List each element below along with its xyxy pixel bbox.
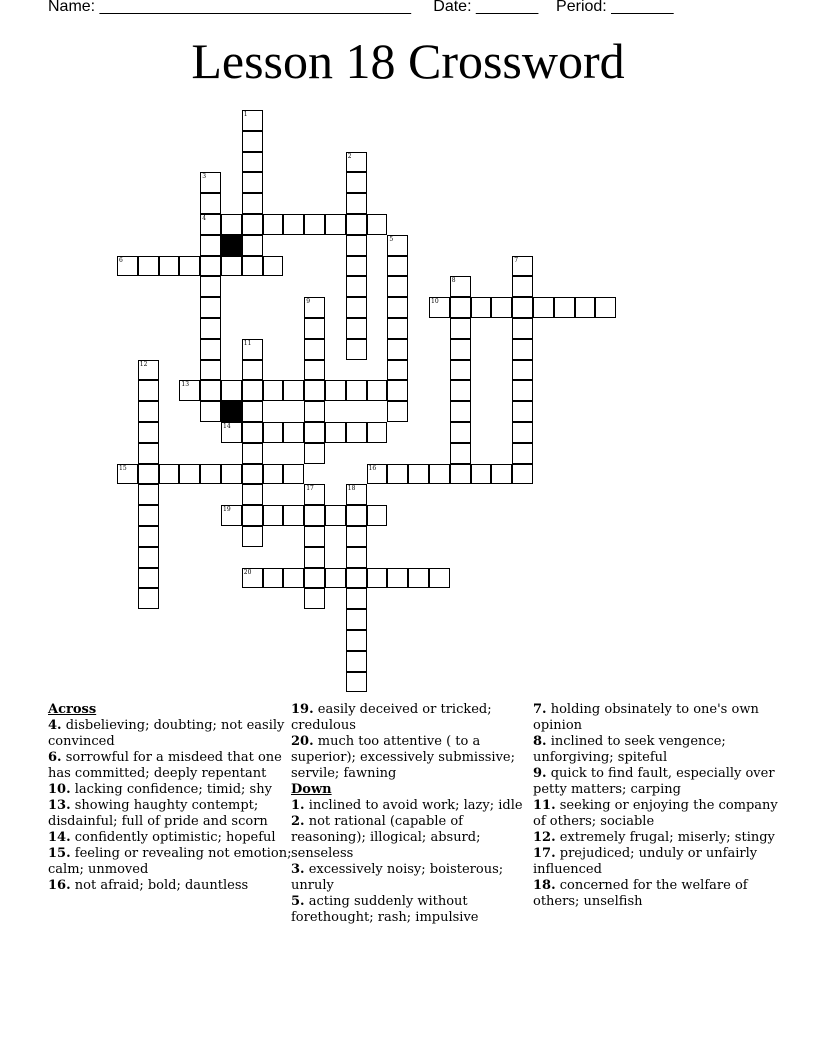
grid-cell[interactable] [304, 443, 325, 464]
grid-cell[interactable] [512, 401, 533, 422]
grid-cell[interactable] [304, 588, 325, 609]
clue-item [291, 814, 536, 862]
grid-cell[interactable] [138, 464, 159, 485]
grid-cell[interactable] [242, 526, 263, 547]
clue-text: sorrowful for a misdeed that one has committed; deeply repentant [48, 750, 282, 781]
grid-cell[interactable] [200, 214, 221, 235]
grid-cell[interactable] [138, 256, 159, 277]
clue-item [291, 894, 536, 926]
grid-cell[interactable] [263, 505, 284, 526]
clues-column-3 [533, 702, 778, 910]
cell-number: 14 [223, 423, 231, 430]
grid-cell[interactable] [346, 505, 367, 526]
grid-cell[interactable] [429, 297, 450, 318]
grid-cell[interactable] [346, 484, 367, 505]
grid-cell[interactable] [491, 297, 512, 318]
grid-cell[interactable] [242, 484, 263, 505]
clue-number: 13. [48, 798, 71, 813]
grid-cell[interactable] [263, 214, 284, 235]
grid-cell[interactable] [242, 401, 263, 422]
date-label: Date: [433, 0, 472, 15]
grid-cell[interactable] [117, 464, 138, 485]
grid-cell[interactable] [346, 609, 367, 630]
clue-number: 18. [533, 878, 556, 893]
clue-text: disbelieving; doubting; not easily convinced [48, 718, 285, 749]
grid-cell[interactable] [138, 422, 159, 443]
grid-cell[interactable] [346, 339, 367, 360]
grid-cell[interactable] [387, 276, 408, 297]
grid-cell[interactable] [346, 422, 367, 443]
grid-cell[interactable] [512, 380, 533, 401]
grid-cell[interactable] [512, 318, 533, 339]
grid-cell[interactable] [200, 172, 221, 193]
cell-number: 11 [243, 339, 252, 347]
cell-number: 7 [514, 256, 519, 264]
grid-cell[interactable] [283, 214, 304, 235]
grid-cell[interactable] [304, 422, 325, 443]
grid-cell[interactable] [242, 256, 263, 277]
grid-cell[interactable] [304, 360, 325, 381]
grid-cell[interactable] [283, 380, 304, 401]
grid-cell[interactable] [387, 297, 408, 318]
cell-number: 16 [368, 464, 377, 472]
grid-cell[interactable] [387, 568, 408, 589]
down-heading: Down [291, 782, 332, 797]
grid-cell[interactable] [242, 131, 263, 152]
grid-cell[interactable] [138, 588, 159, 609]
grid-cell[interactable] [346, 256, 367, 277]
grid-cell[interactable] [221, 505, 242, 526]
grid-cell[interactable] [346, 193, 367, 214]
grid-cell[interactable] [325, 568, 346, 589]
grid-cell[interactable] [512, 464, 533, 485]
grid-cell[interactable] [554, 297, 575, 318]
grid-cell[interactable] [367, 464, 388, 485]
grid-cell[interactable] [117, 256, 138, 277]
grid-cell[interactable] [325, 505, 346, 526]
grid-cell[interactable] [346, 526, 367, 547]
grid-cell[interactable] [346, 651, 367, 672]
grid-cell[interactable] [283, 505, 304, 526]
clue-text: showing haughty contempt; disdainful; full of pride and scorn [48, 798, 268, 829]
grid-cell[interactable] [242, 339, 263, 360]
grid-cell[interactable] [304, 339, 325, 360]
cell-number: 2 [347, 152, 352, 160]
grid-cell[interactable] [200, 297, 221, 318]
grid-cell[interactable] [159, 256, 180, 277]
clue-number: 19. [291, 702, 314, 717]
grid-cell[interactable] [200, 464, 221, 485]
cell-number: 6 [119, 256, 123, 264]
clue-number: 5. [291, 894, 305, 909]
grid-cell[interactable] [471, 464, 492, 485]
cell-number: 20 [243, 568, 252, 576]
grid-cell[interactable] [450, 401, 471, 422]
clue-item [533, 798, 778, 830]
grid-cell[interactable] [387, 235, 408, 256]
grid-cell[interactable] [429, 568, 450, 589]
grid-cell[interactable] [200, 339, 221, 360]
clue-text: holding obsinately to one's own opinion [533, 702, 759, 733]
grid-cell[interactable] [512, 443, 533, 464]
grid-cell[interactable] [346, 235, 367, 256]
grid-cell[interactable] [387, 401, 408, 422]
clue-text: not rational (capable of reasoning); illogical; absurd; senseless [291, 814, 481, 861]
grid-cell[interactable] [346, 214, 367, 235]
cell-number: 15 [119, 464, 127, 472]
grid-cell[interactable] [138, 505, 159, 526]
grid-cell[interactable] [346, 172, 367, 193]
cell-number: 1 [243, 111, 248, 118]
grid-cell[interactable] [387, 464, 408, 485]
grid-cell[interactable] [138, 568, 159, 589]
grid-cell[interactable] [450, 276, 471, 297]
grid-cell[interactable] [242, 214, 263, 235]
grid-cell[interactable] [304, 526, 325, 547]
grid-cell[interactable] [346, 568, 367, 589]
grid-cell[interactable] [304, 568, 325, 589]
grid-cell[interactable] [304, 297, 325, 318]
clue-item [48, 782, 293, 798]
name-label: Name: [48, 0, 96, 15]
clue-item [291, 734, 536, 782]
clue-text: lacking confidence; timid; shy [74, 782, 272, 797]
clue-number: 14. [48, 830, 71, 845]
clue-item [533, 830, 778, 846]
grid-cell[interactable] [387, 318, 408, 339]
grid-cell[interactable] [450, 443, 471, 464]
clue-text: extremely frugal; miserly; stingy [559, 830, 775, 845]
clue-text: confidently optimistic; hopeful [74, 830, 276, 845]
grid-cell[interactable] [179, 464, 200, 485]
clue-item [291, 702, 536, 734]
grid-cell[interactable] [242, 235, 263, 256]
grid-cell[interactable] [346, 588, 367, 609]
clue-item [533, 734, 778, 766]
grid-cell[interactable] [263, 568, 284, 589]
grid-cell[interactable] [346, 152, 367, 173]
cell-number: 12 [139, 360, 148, 368]
grid-cell[interactable] [179, 380, 200, 401]
grid-cell[interactable] [283, 422, 304, 443]
clue-item [48, 830, 293, 846]
grid-cell[interactable] [387, 380, 408, 401]
grid-cell[interactable] [450, 464, 471, 485]
grid-cell[interactable] [512, 339, 533, 360]
grid-cell[interactable] [346, 318, 367, 339]
clue-number: 12. [533, 830, 556, 845]
clue-text: seeking or enjoying the company of others; sociable [533, 798, 778, 829]
cell-number: 9 [306, 298, 311, 306]
grid-cell[interactable] [242, 360, 263, 381]
grid-cell[interactable] [595, 297, 616, 318]
grid-cell[interactable] [283, 568, 304, 589]
grid-cell[interactable] [242, 193, 263, 214]
grid-cell[interactable] [450, 297, 471, 318]
grid-cell[interactable] [471, 297, 492, 318]
clue-number: 4. [48, 718, 62, 733]
grid-cell[interactable] [325, 422, 346, 443]
grid-cell[interactable] [325, 214, 346, 235]
grid-cell[interactable] [304, 484, 325, 505]
across-heading: Across [48, 702, 97, 717]
grid-cell[interactable] [242, 110, 263, 131]
clue-number: 15. [48, 846, 71, 861]
grid-cell[interactable] [242, 422, 263, 443]
clue-number: 3. [291, 862, 305, 877]
grid-cell[interactable] [367, 422, 388, 443]
grid-cell[interactable] [200, 193, 221, 214]
clue-item [291, 862, 536, 894]
grid-cell[interactable] [387, 360, 408, 381]
clues-column-2 [291, 702, 536, 926]
grid-cell[interactable] [242, 172, 263, 193]
clue-text: feeling or revealing not emotion; calm; unmoved [48, 846, 292, 877]
grid-cell[interactable] [221, 214, 242, 235]
grid-cell[interactable] [159, 464, 180, 485]
grid-cell[interactable] [221, 256, 242, 277]
grid-cell[interactable] [304, 401, 325, 422]
grid-cell[interactable] [138, 547, 159, 568]
grid-cell[interactable] [450, 422, 471, 443]
clue-item [48, 846, 293, 878]
period-blank[interactable]: _______ [611, 0, 674, 15]
clue-number: 17. [533, 846, 556, 861]
grid-cell[interactable] [304, 318, 325, 339]
grid-cell[interactable] [512, 276, 533, 297]
grid-cell[interactable] [533, 297, 554, 318]
grid-cell[interactable] [200, 401, 221, 422]
clue-number: 8. [533, 734, 547, 749]
grid-cell[interactable] [263, 380, 284, 401]
grid-cell[interactable] [263, 256, 284, 277]
grid-cell[interactable] [450, 339, 471, 360]
clue-text: not afraid; bold; dauntless [74, 878, 249, 893]
grid-cell[interactable] [512, 422, 533, 443]
grid-cell[interactable] [200, 380, 221, 401]
grid-cell[interactable] [221, 464, 242, 485]
clue-text: inclined to avoid work; lazy; idle [308, 798, 523, 813]
period-label: Period: [556, 0, 607, 15]
clue-item [48, 798, 293, 830]
cell-number: 3 [202, 173, 207, 181]
grid-cell[interactable] [242, 568, 263, 589]
clue-text: quick to find fault, especially over petty matters; carping [533, 766, 775, 797]
cell-number: 19 [223, 506, 231, 514]
clue-number: 11. [533, 798, 556, 813]
name-blank[interactable]: ___________________________________ [99, 0, 412, 15]
grid-cell[interactable] [387, 256, 408, 277]
grid-cell[interactable] [304, 214, 325, 235]
grid-cell[interactable] [179, 256, 200, 277]
grid-cell[interactable] [512, 256, 533, 277]
cell-number: 5 [389, 235, 394, 243]
grid-cell[interactable] [242, 380, 263, 401]
clue-text: easily deceived or tricked; credulous [291, 702, 492, 733]
clue-text: acting suddenly without forethought; rash; impulsive [291, 894, 479, 925]
grid-cell[interactable] [450, 360, 471, 381]
cell-number: 10 [431, 298, 439, 306]
clue-item [533, 878, 778, 910]
grid-cell[interactable] [346, 630, 367, 651]
grid-cell[interactable] [221, 422, 242, 443]
grid-cell[interactable] [450, 380, 471, 401]
clue-number: 9. [533, 766, 547, 781]
grid-cell[interactable] [512, 360, 533, 381]
grid-cell[interactable] [367, 505, 388, 526]
clue-number: 6. [48, 750, 62, 765]
clues-column-1 [48, 702, 293, 894]
grid-cell[interactable] [408, 568, 429, 589]
clue-number: 1. [291, 798, 305, 813]
page-title: Lesson 18 Crossword [191, 33, 625, 89]
grid-cell[interactable] [346, 672, 367, 693]
clue-text: prejudiced; unduly or unfairly influenced [533, 846, 758, 877]
grid-cell[interactable] [367, 214, 388, 235]
cell-number: 18 [347, 485, 356, 493]
grid-cell[interactable] [429, 464, 450, 485]
grid-cell[interactable] [200, 360, 221, 381]
clue-number: 10. [48, 782, 71, 797]
grid-cell[interactable] [346, 380, 367, 401]
grid-cell[interactable] [138, 526, 159, 547]
grid-cell[interactable] [138, 443, 159, 464]
grid-cell[interactable] [512, 297, 533, 318]
grid-cell[interactable] [221, 380, 242, 401]
date-blank[interactable]: _______ [475, 0, 539, 15]
grid-cell[interactable] [200, 276, 221, 297]
clue-text: concerned for the welfare of others; unselfish [533, 878, 748, 909]
grid-cell[interactable] [263, 422, 284, 443]
cell-number: 8 [451, 277, 456, 285]
grid-cell[interactable] [242, 152, 263, 173]
grid-cell[interactable] [346, 297, 367, 318]
clue-number: 16. [48, 878, 71, 893]
clue-number: 7. [533, 702, 547, 717]
cell-number: 17 [306, 485, 314, 493]
grid-cell[interactable] [304, 547, 325, 568]
grid-cell[interactable] [304, 505, 325, 526]
grid-cell[interactable] [575, 297, 596, 318]
clue-number: 20. [291, 734, 314, 749]
grid-cell[interactable] [283, 464, 304, 485]
grid-cell[interactable] [408, 464, 429, 485]
clue-item [48, 750, 293, 782]
grid-cell[interactable] [387, 339, 408, 360]
grid-cell[interactable] [138, 484, 159, 505]
grid-cell[interactable] [242, 505, 263, 526]
clue-number: 2. [291, 814, 305, 829]
grid-cell[interactable] [346, 276, 367, 297]
grid-cell[interactable] [200, 256, 221, 277]
clue-item [533, 766, 778, 798]
clue-text: excessively noisy; boisterous; unruly [291, 862, 504, 893]
grid-cell[interactable] [138, 360, 159, 381]
grid-cell[interactable] [346, 547, 367, 568]
clue-item [48, 878, 293, 894]
grid-cell[interactable] [263, 464, 284, 485]
grid-cell[interactable] [200, 235, 221, 256]
grid-cell[interactable] [325, 380, 346, 401]
clue-item [48, 718, 293, 750]
grid-cell[interactable] [242, 464, 263, 485]
clue-text: much too attentive ( to a superior); excessively submissive; servile; fawning [291, 734, 515, 781]
grid-cell[interactable] [138, 401, 159, 422]
clue-item [533, 702, 778, 734]
grid-cell[interactable] [242, 443, 263, 464]
clue-text: inclined to seek vengence; unforgiving; spiteful [533, 734, 726, 765]
grid-cell[interactable] [491, 464, 512, 485]
black-cell [221, 401, 242, 422]
grid-cell[interactable] [200, 318, 221, 339]
grid-cell[interactable] [450, 318, 471, 339]
cell-number: 4 [202, 215, 207, 222]
cell-number: 13 [181, 381, 190, 389]
grid-cell[interactable] [367, 380, 388, 401]
grid-cell[interactable] [304, 380, 325, 401]
worksheet-header [48, 0, 674, 16]
clue-item [533, 846, 778, 878]
grid-cell[interactable] [138, 380, 159, 401]
black-cell [221, 235, 242, 256]
grid-cell[interactable] [367, 568, 388, 589]
clue-item [291, 798, 536, 814]
